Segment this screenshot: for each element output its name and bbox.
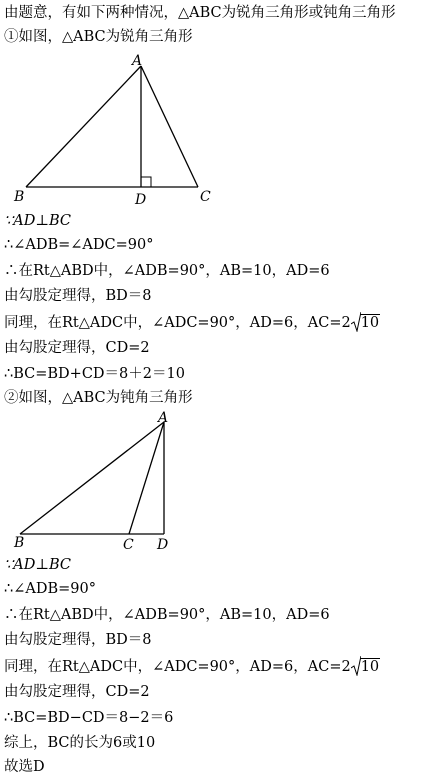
label-C: C xyxy=(123,537,134,553)
sqrt-radicand: 10 xyxy=(360,315,380,331)
figure-acute-triangle xyxy=(0,52,443,207)
case1-line-6: 由勾股定理得，CD=2 xyxy=(4,340,150,356)
case1-line-1: ∵AD⊥BC xyxy=(4,213,71,229)
conclusion-line: 综上，BC的长为6或10 xyxy=(4,735,156,751)
case2-line-7: ∴BC=BD−CD＝8−2＝6 xyxy=(4,710,174,726)
answer-line: 故选D xyxy=(4,759,45,775)
segment-AB xyxy=(26,66,141,187)
sqrt-symbol xyxy=(351,314,380,332)
label-D: D xyxy=(135,192,147,207)
segment-AB xyxy=(20,422,164,534)
case2-line-3: ∴在Rt△ABD中，∠ADB=90°，AB=10，AD=6 xyxy=(4,607,330,623)
label-A: A xyxy=(132,53,143,69)
case2-line-2: ∴∠ADB=90° xyxy=(4,581,96,597)
case2-line-5-text: 同理，在Rt△ADC中，∠ADC=90°，AD=6，AC=2 xyxy=(4,659,351,675)
label-B: B xyxy=(14,535,25,551)
case2-line-6: 由勾股定理得，CD=2 xyxy=(4,684,150,700)
right-angle-mark xyxy=(141,177,151,187)
case1-line-7: ∴BC=BD+CD＝8＋2＝10 xyxy=(4,366,185,382)
case1-line-5 xyxy=(4,314,380,332)
segment-AC xyxy=(129,422,164,534)
case1-line-3: ∴在Rt△ABD中，∠ADB=90°，AB=10，AD=6 xyxy=(4,263,330,279)
case2-heading: ②如图，△ABC为钝角三角形 xyxy=(4,390,193,406)
case1-line-4: 由勾股定理得，BD＝8 xyxy=(4,288,152,304)
label-C: C xyxy=(200,189,211,205)
figure-obtuse-triangle xyxy=(0,410,443,555)
label-B: B xyxy=(14,189,25,205)
case1-line-2: ∴∠ADB=∠ADC=90° xyxy=(4,237,154,253)
label-D: D xyxy=(157,537,169,553)
case2-line-1: ∵AD⊥BC xyxy=(4,557,71,573)
label-A: A xyxy=(158,410,169,426)
sqrt-symbol xyxy=(351,658,380,676)
case2-line-4: 由勾股定理得，BD＝8 xyxy=(4,632,152,648)
sqrt-radicand: 10 xyxy=(360,659,380,675)
case2-line-5 xyxy=(4,658,380,676)
case1-heading: ①如图，△ABC为锐角三角形 xyxy=(4,29,193,45)
case1-line-5-text: 同理，在Rt△ADC中，∠ADC=90°，AD=6，AC=2 xyxy=(4,315,351,331)
segment-AC xyxy=(141,66,198,187)
intro-line: 由题意，有如下两种情况，△ABC为锐角三角形或钝角三角形 xyxy=(4,5,396,21)
